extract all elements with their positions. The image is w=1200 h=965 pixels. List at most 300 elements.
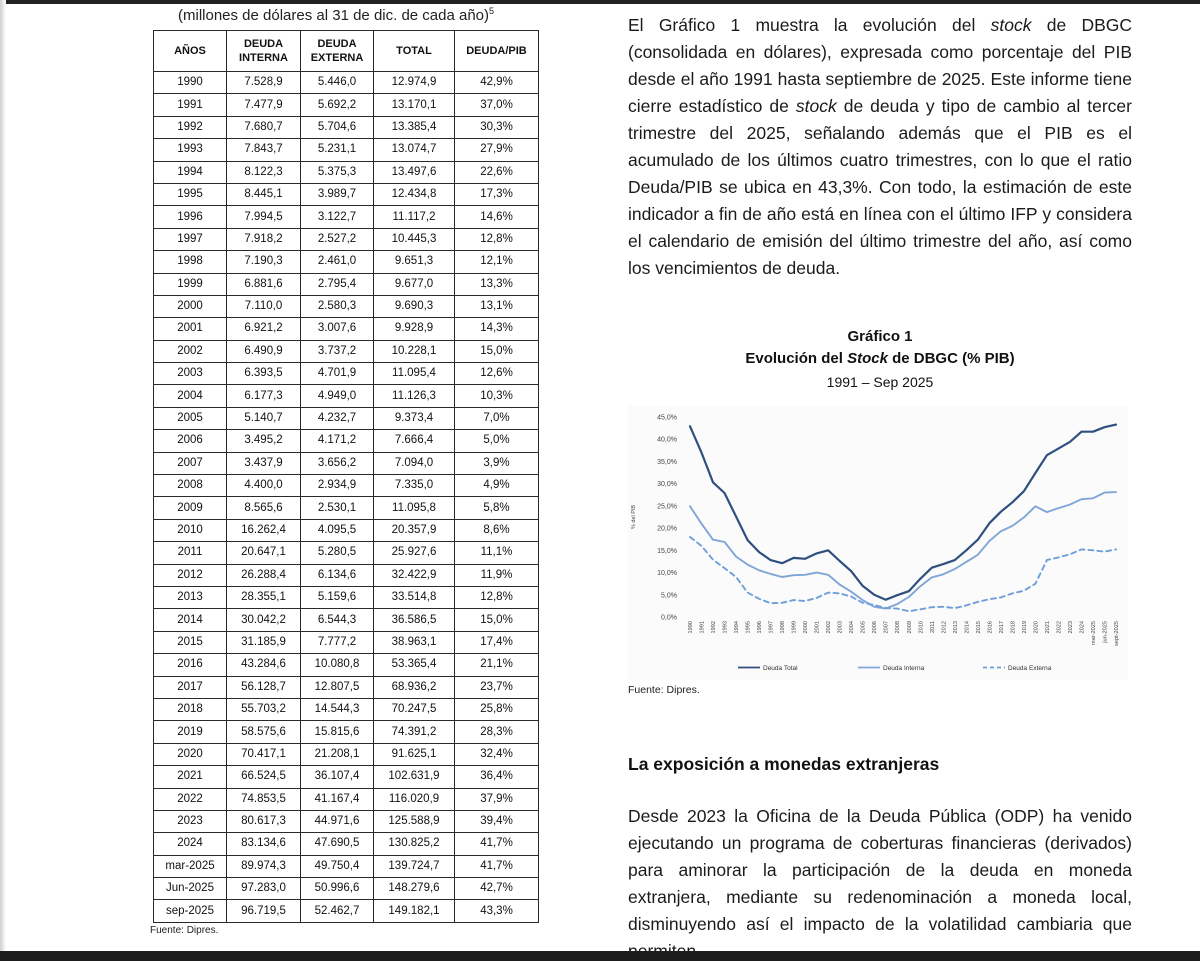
table-cell: 7.110,0 — [227, 295, 301, 317]
table-cell: 6.881,6 — [227, 273, 301, 295]
table-cell: 12,1% — [455, 251, 539, 273]
table-row — [154, 94, 539, 116]
table-cell: 74.853,5 — [227, 788, 301, 810]
table-row — [154, 273, 539, 295]
table-cell: 47.690,5 — [301, 833, 374, 855]
x-tick-label: jun-2025 — [1102, 621, 1109, 643]
table-row — [154, 407, 539, 429]
table-cell: 2010 — [154, 519, 227, 541]
table-cell: 7.528,9 — [227, 72, 301, 94]
table-cell: 37,9% — [455, 788, 539, 810]
table-cell: 50.996,6 — [301, 878, 374, 900]
x-tick-label: 2018 — [1010, 621, 1017, 634]
x-tick-label: 2000 — [803, 621, 810, 634]
table-body — [154, 72, 539, 923]
table-cell: 7.843,7 — [227, 139, 301, 161]
page-left-shadow — [0, 0, 6, 961]
debt-chart — [628, 405, 1128, 680]
table-cell: 12,6% — [455, 363, 539, 385]
table-cell: 3.989,7 — [301, 183, 374, 205]
table-cell: 2006 — [154, 430, 227, 452]
table-source: Fuente: Dipres. — [150, 925, 219, 936]
table-cell: 7.680,7 — [227, 116, 301, 138]
table-cell: 33.514,8 — [374, 586, 455, 608]
table-cell: 43.284,6 — [227, 654, 301, 676]
table-cell: 3.495,2 — [227, 430, 301, 452]
table-cell: 36.107,4 — [301, 766, 374, 788]
table-cell: 89.974,3 — [227, 855, 301, 877]
table-header-cell: DEUDA INTERNA — [227, 31, 301, 72]
table-cell: 1997 — [154, 228, 227, 250]
table-cell: 5,8% — [455, 497, 539, 519]
x-tick-label: 2022 — [1056, 621, 1063, 634]
text-run: El Gráfico 1 muestra la evolución del — [628, 15, 991, 35]
table-row — [154, 161, 539, 183]
chart-source: Fuente: Dipres. — [628, 684, 700, 696]
intro-paragraph — [628, 12, 1132, 282]
x-tick-label: 1996 — [757, 621, 764, 634]
table-cell: 8.565,6 — [227, 497, 301, 519]
y-tick-label: 25,0% — [657, 503, 677, 511]
x-tick-label: 1990 — [688, 621, 694, 634]
table-cell: 58.575,6 — [227, 721, 301, 743]
table-cell: 5.446,0 — [301, 72, 374, 94]
table-cell: 4.171,2 — [301, 430, 374, 452]
table-cell: 5.704,6 — [301, 116, 374, 138]
table-row — [154, 766, 539, 788]
x-tick-label: 1997 — [768, 621, 775, 634]
table-cell: 2005 — [154, 407, 227, 429]
table-cell: 14,6% — [455, 206, 539, 228]
table-cell: 4.095,5 — [301, 519, 374, 541]
table-cell: 5.159,6 — [301, 586, 374, 608]
table-cell: 2023 — [154, 810, 227, 832]
table-cell: 2002 — [154, 340, 227, 362]
table-header-cell: DEUDA/PIB — [455, 31, 539, 72]
x-tick-label: 2017 — [998, 621, 1005, 634]
table-cell: 1999 — [154, 273, 227, 295]
table-cell: 41.167,4 — [301, 788, 374, 810]
table-cell: 53.365,4 — [374, 654, 455, 676]
footnote-marker: 5 — [489, 6, 495, 16]
table-cell: 14,3% — [455, 318, 539, 340]
table-cell: 139.724,7 — [374, 855, 455, 877]
table-cell: 2013 — [154, 586, 227, 608]
x-tick-label: mar-2025 — [1090, 621, 1097, 645]
series-line-deuda-total — [690, 425, 1116, 600]
table-cell: 2022 — [154, 788, 227, 810]
table-cell: 3.007,6 — [301, 318, 374, 340]
table-cell: 2.795,4 — [301, 273, 374, 295]
table-cell: 2015 — [154, 631, 227, 653]
table-cell: 21,1% — [455, 654, 539, 676]
table-cell: 12,8% — [455, 586, 539, 608]
table-row — [154, 340, 539, 362]
fx-paragraph: Desde 2023 la Oficina de la Deuda Pública (ODP) ha venido ejecutando un programa de coberturas financieras (derivados) para aminorar la participación de la deuda en moneda extranjera, mediante su redenominación a moneda local, disminuyendo así el impacto de la volatilidad cambiaria que — [628, 806, 1132, 934]
table-cell: 2.934,9 — [301, 475, 374, 497]
table-cell: 20.357,9 — [374, 519, 455, 541]
table-cell: 5.280,5 — [301, 542, 374, 564]
table-cell: 22,6% — [455, 161, 539, 183]
table-cell: 2.527,2 — [301, 228, 374, 250]
table-cell: 52.462,7 — [301, 900, 374, 922]
table-cell: 13,3% — [455, 273, 539, 295]
table-cell: 2003 — [154, 363, 227, 385]
table-cell: 36.586,5 — [374, 609, 455, 631]
table-cell: 25.927,6 — [374, 542, 455, 564]
table-cell: 96.719,5 — [227, 900, 301, 922]
table-cell: 42,9% — [455, 72, 539, 94]
table-cell: 23,7% — [455, 676, 539, 698]
table-cell: 3.437,9 — [227, 452, 301, 474]
x-tick-label: 2009 — [906, 621, 913, 634]
table-cell: 55.703,2 — [227, 698, 301, 720]
table-cell: 11,1% — [455, 542, 539, 564]
table-cell: 27,9% — [455, 139, 539, 161]
series-line-deuda-interna — [690, 492, 1116, 608]
table-cell: 14.544,3 — [301, 698, 374, 720]
table-cell: 80.617,3 — [227, 810, 301, 832]
table-row — [154, 631, 539, 653]
table-cell: 1992 — [154, 116, 227, 138]
table-cell: 8.122,3 — [227, 161, 301, 183]
table-row — [154, 788, 539, 810]
y-tick-label: 35,0% — [657, 458, 677, 466]
table-cell: 3.656,2 — [301, 452, 374, 474]
table-cell: 102.631,9 — [374, 766, 455, 788]
table-cell: 66.524,5 — [227, 766, 301, 788]
table-cell: 21.208,1 — [301, 743, 374, 765]
x-tick-label: 2011 — [929, 621, 936, 634]
chart-period: 1991 – Sep 2025 — [826, 374, 934, 390]
top-edge — [0, 0, 1200, 4]
table-cell: 10.228,1 — [374, 340, 455, 362]
table-cell: 4.232,7 — [301, 407, 374, 429]
x-tick-label: 2023 — [1067, 621, 1074, 634]
table-cell: 15,0% — [455, 609, 539, 631]
table-cell: 28.355,1 — [227, 586, 301, 608]
x-tick-label: 2007 — [883, 621, 890, 634]
table-cell: 1998 — [154, 251, 227, 273]
table-cell: 7.994,5 — [227, 206, 301, 228]
table-row — [154, 855, 539, 877]
table-cell: 11.117,2 — [374, 206, 455, 228]
table-cell: Jun-2025 — [154, 878, 227, 900]
table-cell: 2016 — [154, 654, 227, 676]
y-tick-label: 15,0% — [657, 547, 677, 555]
table-cell: 9.677,0 — [374, 273, 455, 295]
table-cell: 2021 — [154, 766, 227, 788]
table-cell: 12.974,9 — [374, 72, 455, 94]
table-cell: 10.445,3 — [374, 228, 455, 250]
x-tick-label: 2012 — [941, 621, 948, 634]
table-cell: 74.391,2 — [374, 721, 455, 743]
x-tick-label: sept-2025 — [1114, 621, 1120, 646]
table-cell: 8,6% — [455, 519, 539, 541]
x-tick-label: 2004 — [849, 621, 856, 634]
debt-chart-svg — [628, 405, 1128, 680]
table-cell: 70.247,5 — [374, 698, 455, 720]
table-cell: 7.335,0 — [374, 475, 455, 497]
table-cell: 6.490,9 — [227, 340, 301, 362]
table-cell: 2018 — [154, 698, 227, 720]
table-cell: 26.288,4 — [227, 564, 301, 586]
table-cell: 38.963,1 — [374, 631, 455, 653]
table-cell: 1995 — [154, 183, 227, 205]
table-cell: 149.182,1 — [374, 900, 455, 922]
table-cell: 20.647,1 — [227, 542, 301, 564]
x-tick-label: 1992 — [711, 621, 718, 634]
table-cell: 11.095,8 — [374, 497, 455, 519]
table-cell: 28,3% — [455, 721, 539, 743]
table-cell: 12,8% — [455, 228, 539, 250]
x-tick-label: 2019 — [1021, 621, 1028, 634]
table-cell: 2009 — [154, 497, 227, 519]
y-tick-label: 40,0% — [657, 436, 677, 444]
table-cell: 5.231,1 — [301, 139, 374, 161]
text-run: de deuda y tipo de cambio al tercer trimestre del 2025, señalando además que el PIB es el acumulado de los últimos cuatro trimestres, con lo que el ratio Deuda/PIB se ubica en 43,3%. Con todo, la estimación de este indicador a fin de año está en línea con el último IFP y considera el calendario de emisión del último trimestre del año, así como los vencimientos de deuda. — [628, 96, 1132, 278]
table-cell: 56.128,7 — [227, 676, 301, 698]
table-cell: 43,3% — [455, 900, 539, 922]
x-tick-label: 2005 — [860, 621, 867, 634]
table-cell: 13,1% — [455, 295, 539, 317]
text-run: de DBGC (consolidada en dólares), expresada como porcentaje del PIB desde el año 1991 hasta septiembre de 2025. Este informe tiene cierre estadístico de — [628, 15, 1132, 116]
table-cell: 2000 — [154, 295, 227, 317]
table-cell: 49.750,4 — [301, 855, 374, 877]
y-tick-label: 5,0% — [661, 592, 677, 600]
table-cell: 7.666,4 — [374, 430, 455, 452]
table-row — [154, 318, 539, 340]
y-tick-label: 0,0% — [661, 614, 677, 622]
table-cell: 2008 — [154, 475, 227, 497]
table-cell: 2012 — [154, 564, 227, 586]
table-cell: 12.434,8 — [374, 183, 455, 205]
table-cell: 2011 — [154, 542, 227, 564]
debt-table — [153, 30, 539, 923]
x-tick-label: 2020 — [1033, 621, 1040, 634]
table-row — [154, 609, 539, 631]
table-cell: 7.094,0 — [374, 452, 455, 474]
table-cell: 7.477,9 — [227, 94, 301, 116]
table-cell: 2004 — [154, 385, 227, 407]
italic-run: stock — [795, 96, 837, 116]
table-cell: 2024 — [154, 833, 227, 855]
table-cell: 7.918,2 — [227, 228, 301, 250]
table-row — [154, 833, 539, 855]
table-cell: 9.928,9 — [374, 318, 455, 340]
table-cell: 4.400,0 — [227, 475, 301, 497]
table-cell: 4.701,9 — [301, 363, 374, 385]
table-cell: 36,4% — [455, 766, 539, 788]
x-tick-label: 2010 — [918, 621, 925, 634]
table-row — [154, 564, 539, 586]
table-cell: 91.625,1 — [374, 743, 455, 765]
x-tick-label: 2001 — [814, 621, 821, 634]
table-row — [154, 497, 539, 519]
legend-label: Deuda Interna — [883, 665, 925, 672]
table-cell: 32,4% — [455, 743, 539, 765]
table-cell: 3,9% — [455, 452, 539, 474]
table-row — [154, 878, 539, 900]
table-cell: 30.042,2 — [227, 609, 301, 631]
table-cell: 15.815,6 — [301, 721, 374, 743]
x-tick-label: 1991 — [699, 621, 706, 634]
table-row — [154, 542, 539, 564]
table-row — [154, 698, 539, 720]
x-tick-label: 1993 — [722, 621, 729, 634]
table-cell: 6.921,2 — [227, 318, 301, 340]
y-axis-label: % del PIB — [631, 504, 637, 530]
table-row — [154, 183, 539, 205]
y-tick-label: 30,0% — [657, 481, 677, 489]
table-cell: 1996 — [154, 206, 227, 228]
table-row — [154, 519, 539, 541]
table-cell: 42,7% — [455, 878, 539, 900]
table-row — [154, 72, 539, 94]
table-cell: 17,4% — [455, 631, 539, 653]
table-row — [154, 206, 539, 228]
table-cell: 2020 — [154, 743, 227, 765]
x-tick-label: 2002 — [826, 621, 833, 634]
table-cell: 13.497,6 — [374, 161, 455, 183]
table-cell: 3.737,2 — [301, 340, 374, 362]
table-cell: 1993 — [154, 139, 227, 161]
table-cell: 11,9% — [455, 564, 539, 586]
table-cell: 2007 — [154, 452, 227, 474]
table-cell: 12.807,5 — [301, 676, 374, 698]
table-row — [154, 452, 539, 474]
table-cell: 1994 — [154, 161, 227, 183]
x-tick-label: 2013 — [952, 621, 959, 634]
bottom-edge — [0, 951, 1200, 961]
table-cell: 16.262,4 — [227, 519, 301, 541]
table-row — [154, 363, 539, 385]
table-cell: 13.170,1 — [374, 94, 455, 116]
table-row — [154, 654, 539, 676]
table-cell: 41,7% — [455, 833, 539, 855]
table-cell: 5.692,2 — [301, 94, 374, 116]
italic-run: stock — [990, 15, 1032, 35]
table-cell: 6.177,3 — [227, 385, 301, 407]
table-cell: 9.690,3 — [374, 295, 455, 317]
table-cell: 11.126,3 — [374, 385, 455, 407]
table-row — [154, 586, 539, 608]
table-cell: 4,9% — [455, 475, 539, 497]
x-tick-label: 2016 — [987, 621, 994, 634]
table-cell: 70.417,1 — [227, 743, 301, 765]
legend-label: Deuda Total — [763, 665, 798, 672]
table-cell: 6.134,6 — [301, 564, 374, 586]
table-cell: 1990 — [154, 72, 227, 94]
table-caption: (millones de dólares al 31 de dic. de cada año)$^5$ — [178, 6, 495, 24]
table-cell: 6.544,3 — [301, 609, 374, 631]
section-heading: La exposición a monedas extranjeras — [628, 754, 940, 774]
y-tick-label: 20,0% — [657, 525, 677, 533]
x-tick-label: 2014 — [964, 621, 971, 634]
x-tick-label: 1995 — [745, 621, 752, 634]
table-cell: 15,0% — [455, 340, 539, 362]
table-cell: 2001 — [154, 318, 227, 340]
table-row — [154, 228, 539, 250]
table-row — [154, 385, 539, 407]
table-cell: 10.080,8 — [301, 654, 374, 676]
table-cell: 4.949,0 — [301, 385, 374, 407]
table-cell: 3.122,7 — [301, 206, 374, 228]
y-tick-label: 45,0% — [657, 414, 677, 422]
table-cell: sep-2025 — [154, 900, 227, 922]
table-row — [154, 116, 539, 138]
table-cell: 37,0% — [455, 94, 539, 116]
table-cell: 9.373,4 — [374, 407, 455, 429]
table-row — [154, 810, 539, 832]
x-tick-label: 2015 — [975, 621, 982, 634]
chart-label: Gráfico 1 — [847, 328, 913, 345]
x-tick-label: 2003 — [837, 621, 844, 634]
table-cell: 11.095,4 — [374, 363, 455, 385]
table-cell: 116.020,9 — [374, 788, 455, 810]
table-row — [154, 475, 539, 497]
table-cell: 10,3% — [455, 385, 539, 407]
table-row — [154, 743, 539, 765]
table-cell: 7.777,2 — [301, 631, 374, 653]
table-cell: 68.936,2 — [374, 676, 455, 698]
table-cell: 5.140,7 — [227, 407, 301, 429]
table-row — [154, 430, 539, 452]
table-row — [154, 721, 539, 743]
table-row — [154, 900, 539, 922]
table-row — [154, 295, 539, 317]
x-tick-label: 2024 — [1079, 621, 1086, 634]
table-cell: 5.375,3 — [301, 161, 374, 183]
table-cell: 9.651,3 — [374, 251, 455, 273]
table-cell: 31.185,9 — [227, 631, 301, 653]
table-cell: 8.445,1 — [227, 183, 301, 205]
table-cell: 7.190,3 — [227, 251, 301, 273]
table-cell: 2014 — [154, 609, 227, 631]
table-row — [154, 139, 539, 161]
x-tick-label: 2006 — [872, 621, 879, 634]
table-cell: 2017 — [154, 676, 227, 698]
legend-label: Deuda Externa — [1008, 665, 1052, 672]
table-cell: 32.422,9 — [374, 564, 455, 586]
x-tick-label: 2008 — [895, 621, 902, 634]
table-cell: 130.825,2 — [374, 833, 455, 855]
table-cell: 17,3% — [455, 183, 539, 205]
table-cell: 30,3% — [455, 116, 539, 138]
table-header-row — [154, 31, 539, 72]
x-tick-label: 2021 — [1044, 621, 1051, 634]
table-row — [154, 251, 539, 273]
table-header-cell: TOTAL — [374, 31, 455, 72]
chart-title: Evolución del Stock de DBGC (% PIB) — [745, 350, 1015, 367]
table-cell: 25,8% — [455, 698, 539, 720]
table-cell: 13.385,4 — [374, 116, 455, 138]
table-cell: 2.461,0 — [301, 251, 374, 273]
table-cell: 7,0% — [455, 407, 539, 429]
table-cell: 97.283,0 — [227, 878, 301, 900]
x-tick-label: 1998 — [780, 621, 787, 634]
table-header-cell: AÑOS — [154, 31, 227, 72]
x-tick-label: 1999 — [791, 621, 798, 634]
table-cell: 148.279,6 — [374, 878, 455, 900]
table-cell: mar-2025 — [154, 855, 227, 877]
table-cell: 1991 — [154, 94, 227, 116]
table-cell: 39,4% — [455, 810, 539, 832]
y-tick-label: 10,0% — [657, 570, 677, 578]
table-header-cell: DEUDA EXTERNA — [301, 31, 374, 72]
table-row — [154, 676, 539, 698]
table-cell: 6.393,5 — [227, 363, 301, 385]
